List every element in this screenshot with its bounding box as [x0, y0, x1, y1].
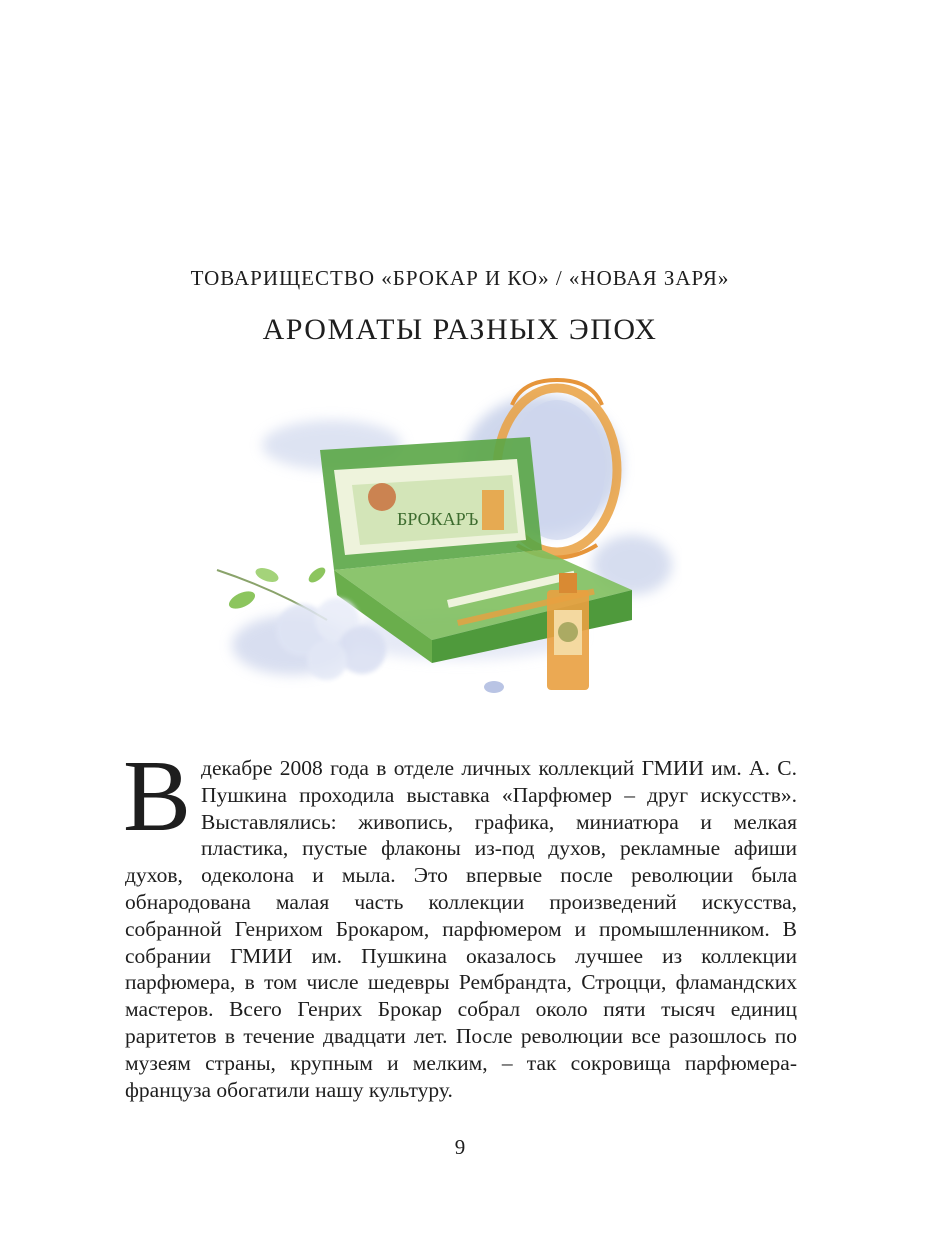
- page-number: 9: [454, 1135, 466, 1159]
- section-kicker: ТОВАРИЩЕСТВО «БРОКАР И КО» / «НОВАЯ ЗАРЯ»: [190, 266, 730, 290]
- chapter-title: АРОМАТЫ РАЗНЫХ ЭПОХ: [262, 313, 658, 346]
- drop-cap: В: [123, 740, 192, 853]
- perfume-bottle: [547, 573, 589, 690]
- bottle-stopper: [484, 681, 504, 693]
- box-lid: [320, 437, 542, 570]
- article-paragraph: декабре 2008 года в отделе личных коллекций ГМИИ им. А. С. Пушкина проходила выставка «Парфюмер – друг искусств». Выставлялись: живопись, графика, миниатюра и мелкая пластика, пустые флаконы из-под духов, рекламные афиши духов, одеколона и мыла. Это впервые после революции была обнародована малая часть коллекции произведений искусства, собранной Генрихом Брокаром, парфюмером и промышленником. В собрании ГМИИ им. Пушкина оказалось лучшее из коллекции парфюмера, в том числе шедевры Рембрандта, Строцци, фламандских мастеров. Всего Генрих Брокар собрал около пяти тысяч единиц раритетов в течение двадцати лет. После революции все разошлось по музеям страны, крупным и мелким, – так сокровища парфюмера-француза обогатили нашу культуру.: [125, 756, 797, 1102]
- box-label: БРОКАРЪ: [397, 509, 479, 529]
- article-body: [123, 740, 797, 1103]
- watercolor-illustration: [212, 375, 682, 705]
